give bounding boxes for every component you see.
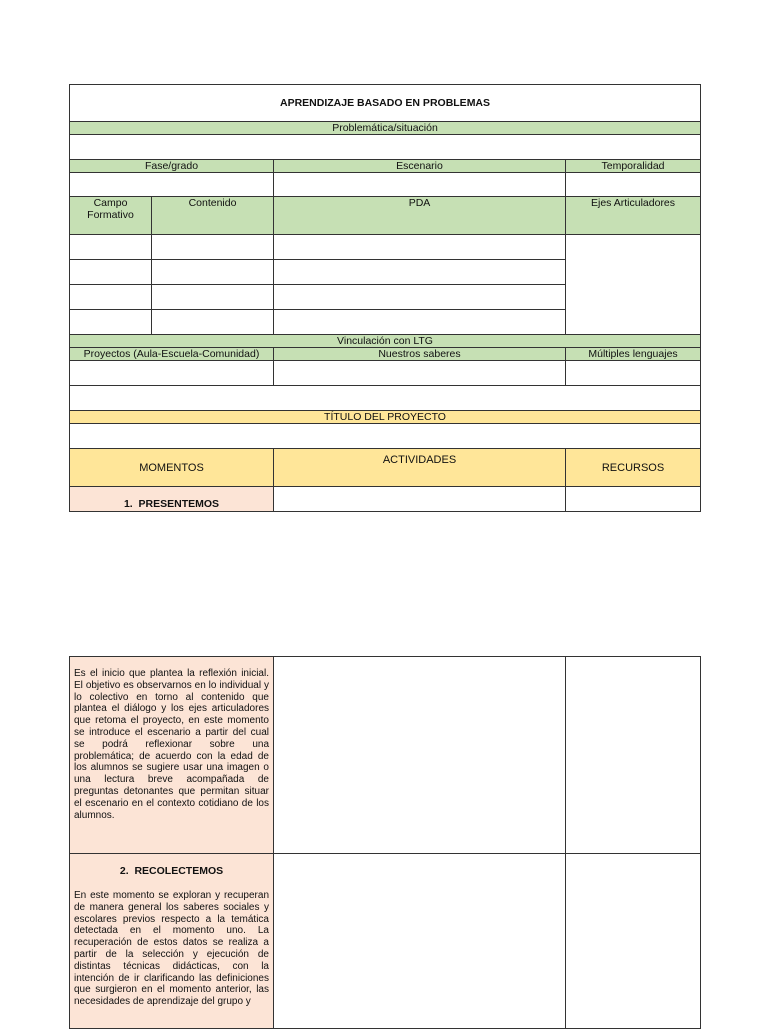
document-title: APRENDIZAJE BASADO EN PROBLEMAS bbox=[70, 85, 701, 122]
planning-table-top bbox=[69, 84, 701, 512]
pda-cell[interactable] bbox=[274, 260, 566, 285]
temporalidad-cell[interactable] bbox=[566, 173, 701, 197]
contenido-cell[interactable] bbox=[152, 310, 274, 335]
momento-1-title: 1. PRESENTEMOS bbox=[70, 487, 274, 512]
campo-cell[interactable] bbox=[70, 285, 152, 310]
momentos-header: MOMENTOS bbox=[70, 449, 274, 487]
vinculacion-header: Vinculación con LTG bbox=[70, 335, 701, 348]
momento-2-description: En este momento se exploran y recuperan de manera general los saberes sociales y escolares previos respecto a la temática detectada en el momento uno. La recuperación de estos datos se realiza a partir de la selección y ejecución de distintas técnicas didácticas, con la intención de ir clarificando las definiciones que surgieron en el momento anterior, las necesidades de aprendizaje del grupo y bbox=[74, 890, 269, 1008]
proyectos-header: Proyectos (Aula-Escuela-Comunidad) bbox=[70, 348, 274, 361]
ejes-cell[interactable] bbox=[566, 235, 701, 335]
nuestros-saberes-header: Nuestros saberes bbox=[274, 348, 566, 361]
contenido-cell[interactable] bbox=[152, 260, 274, 285]
problematica-cell[interactable] bbox=[70, 135, 701, 160]
actividades-cell[interactable] bbox=[274, 657, 566, 854]
contenido-cell[interactable] bbox=[152, 235, 274, 260]
pda-header: PDA bbox=[274, 197, 566, 235]
recursos-header: RECURSOS bbox=[566, 449, 701, 487]
nuestros-saberes-cell[interactable] bbox=[274, 361, 566, 386]
momento-1-description: Es el inicio que plantea la reflexión inicial. El objetivo es observarnos en lo individual y lo colectivo en torno al contenido que plantea el diálogo y los ejes articuladores que retoma el proyecto, en este momento se introduce el escenario a partir del cual se podrá reflexionar sobre una problemática; de acuerdo con la edad de los alumnos se sugiere usar una imagen o una lectura breve acompañada de preguntas detonantes que permitan situar el escenario en el contexto cotidiano de los alumnos. bbox=[74, 668, 269, 821]
fase-grado-header: Fase/grado bbox=[70, 160, 274, 173]
actividades-cell[interactable] bbox=[274, 854, 566, 1029]
titulo-proyecto-header: TÍTULO DEL PROYECTO bbox=[70, 411, 701, 424]
recursos-cell[interactable] bbox=[566, 854, 701, 1029]
planning-table-bottom bbox=[69, 656, 701, 1029]
escenario-header: Escenario bbox=[274, 160, 566, 173]
contenido-header: Contenido bbox=[152, 197, 274, 235]
actividades-header: ACTIVIDADES bbox=[274, 449, 566, 487]
momento-2-title: 2. RECOLECTEMOS bbox=[119, 865, 224, 877]
campo-cell[interactable] bbox=[70, 310, 152, 335]
campo-formativo-header: Campo Formativo bbox=[70, 197, 152, 235]
pda-cell[interactable] bbox=[274, 235, 566, 260]
campo-cell[interactable] bbox=[70, 235, 152, 260]
proyectos-cell[interactable] bbox=[70, 361, 274, 386]
problematica-header: Problemática/situación bbox=[70, 122, 701, 135]
blank-row[interactable] bbox=[70, 386, 701, 411]
pda-cell[interactable] bbox=[274, 310, 566, 335]
titulo-proyecto-cell[interactable] bbox=[70, 424, 701, 449]
multiples-lenguajes-cell[interactable] bbox=[566, 361, 701, 386]
contenido-cell[interactable] bbox=[152, 285, 274, 310]
recursos-cell[interactable] bbox=[566, 657, 701, 854]
temporalidad-header: Temporalidad bbox=[566, 160, 701, 173]
escenario-cell[interactable] bbox=[274, 173, 566, 197]
momento-2-cell bbox=[70, 854, 274, 1029]
recursos-cell[interactable] bbox=[566, 487, 701, 512]
ejes-articuladores-header: Ejes Articuladores bbox=[566, 197, 701, 235]
actividades-cell[interactable] bbox=[274, 487, 566, 512]
pda-cell[interactable] bbox=[274, 285, 566, 310]
momento-1-description-cell bbox=[70, 657, 274, 854]
multiples-lenguajes-header: Múltiples lenguajes bbox=[566, 348, 701, 361]
fase-grado-cell[interactable] bbox=[70, 173, 274, 197]
campo-cell[interactable] bbox=[70, 260, 152, 285]
